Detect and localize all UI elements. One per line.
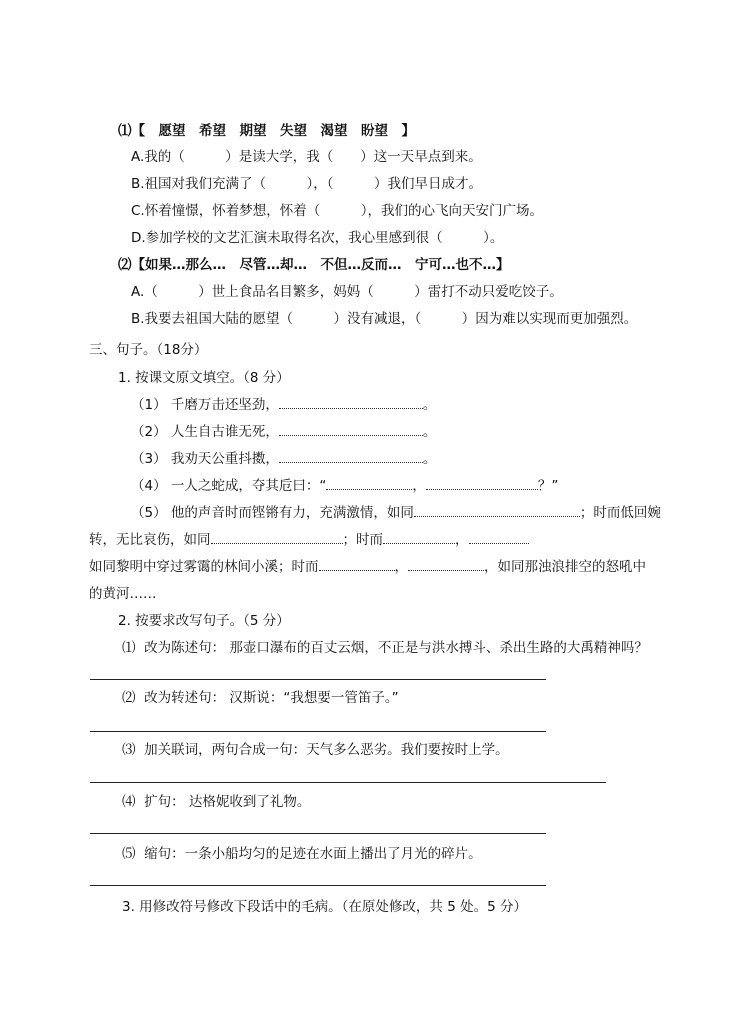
answer-blank[interactable] <box>408 558 484 571</box>
answer-line[interactable] <box>90 833 546 834</box>
rewrite-item-4 <box>122 793 310 811</box>
item-text: ， <box>455 532 469 548</box>
rewrite-item-2 <box>122 689 399 707</box>
answer-line[interactable] <box>90 731 546 732</box>
item-number: （5） <box>131 505 167 521</box>
rewrite-item-5 <box>122 845 482 863</box>
item-number: ⑸ <box>122 846 136 862</box>
answer-blank[interactable] <box>319 558 395 571</box>
answer-blank[interactable] <box>326 477 412 490</box>
fill-item-5-line-3 <box>89 558 646 576</box>
item-end: 。 <box>422 451 437 467</box>
item-text: 他的声音时而铿锵有力，充满激情，如同 <box>170 505 414 521</box>
subsection-1-title: 1. 按课文原文填空。（8 分） <box>118 370 290 386</box>
answer-blank[interactable] <box>469 531 529 544</box>
answer-blank[interactable] <box>414 504 580 517</box>
item-end: ？” <box>537 478 559 494</box>
item-number: ⑷ <box>122 794 136 810</box>
item-text: 千磨万击还坚劲， <box>170 397 279 413</box>
fill-item-1 <box>131 396 436 414</box>
item-text: 加关联词，两句合成一句：天气多么恶劣。我们要按时上学。 <box>144 742 509 758</box>
q1-item-b: B.祖国对我们充满了（ ），（ ）我们早日成才。 <box>131 176 483 192</box>
fill-item-3 <box>131 450 436 468</box>
rewrite-item-3 <box>122 741 509 759</box>
item-number: ⑶ <box>122 742 136 758</box>
q2-item-b: B.我要去祖国大陆的愿望（ ）没有减退，（ ）因为难以实现而更加强烈。 <box>131 311 638 327</box>
answer-line[interactable] <box>90 679 546 680</box>
rewrite-item-1 <box>122 639 648 657</box>
answer-blank[interactable] <box>426 477 538 490</box>
item-text: ， <box>394 559 408 575</box>
q1-item-d: D.参加学校的文艺汇演未取得名次，我心里感到很（ ）。 <box>131 230 504 246</box>
item-text: 转，无比哀伤，如同 <box>89 532 211 548</box>
answer-blank[interactable] <box>279 423 423 436</box>
item-number: （3） <box>131 451 167 467</box>
item-number: （4） <box>131 478 167 494</box>
section-title: 三、句子。（18分） <box>89 342 208 358</box>
answer-line[interactable] <box>90 885 546 886</box>
fill-item-5-line-4: 的黄河…… <box>89 586 157 602</box>
fill-item-5-line-2 <box>89 531 529 549</box>
item-text: ；时而 <box>342 532 383 548</box>
item-number: （1） <box>131 397 167 413</box>
fill-item-2 <box>131 423 436 441</box>
item-end: 。 <box>422 397 437 413</box>
item-text: 扩句： 达格妮收到了礼物。 <box>144 794 311 810</box>
answer-blank[interactable] <box>211 531 343 544</box>
q1-item-c: C.怀着憧憬，怀着梦想，怀着（ ），我们的心飞向天安门广场。 <box>131 203 543 219</box>
item-text: 缩句：一条小船均匀的足迹在水面上播出了月光的碎片。 <box>144 846 482 862</box>
item-text: 我劝天公重抖擞， <box>170 451 279 467</box>
q1-word-bank: ⑴【 愿望 希望 期望 失望 渴望 盼望 】 <box>118 123 415 139</box>
answer-blank[interactable] <box>279 450 423 463</box>
fill-item-5-line-1 <box>131 504 661 522</box>
item-text: 一人之蛇成，夺其卮曰：“ <box>170 478 327 494</box>
item-text: 如同黎明中穿过雾霭的林间小溪；时而 <box>89 559 319 575</box>
q1-item-a: A.我的（ ）是读大学，我（ ）这一天早点到来。 <box>131 149 482 165</box>
item-separator: ， <box>412 478 426 494</box>
subsection-2-title: 2. 按要求改写句子。（5 分） <box>118 613 290 629</box>
subsection-3-title: 3. 用修改符号修改下段话中的毛病。（在原处修改，共 5 处。5 分） <box>122 899 527 915</box>
item-text: 人生自古谁无死， <box>170 424 279 440</box>
q2-item-a: A.（ ）世上食品名目繁多，妈妈（ ）雷打不动只爱吃饺子。 <box>131 284 563 300</box>
answer-blank[interactable] <box>279 396 423 409</box>
item-number: ⑵ <box>122 690 136 706</box>
fill-item-4 <box>131 477 558 495</box>
item-text: ，如同那浊浪排空的怒吼中 <box>484 559 646 575</box>
answer-line[interactable] <box>90 782 606 783</box>
item-text: 改为陈述句： 那壶口瀑布的百丈云烟，不正是与洪水搏斗、杀出生路的大禹精神吗？ <box>144 640 648 656</box>
answer-blank[interactable] <box>383 531 455 544</box>
item-number: （2） <box>131 424 167 440</box>
item-number: ⑴ <box>122 640 136 656</box>
item-end: 。 <box>422 424 437 440</box>
item-text: 改为转述句： 汉斯说：“我想要一管笛子。” <box>144 690 399 706</box>
q2-word-bank: ⑵【如果…那么… 尽管…却… 不但…反而… 宁可…也不…】 <box>118 257 510 273</box>
item-text: ；时而低回婉 <box>579 505 661 521</box>
